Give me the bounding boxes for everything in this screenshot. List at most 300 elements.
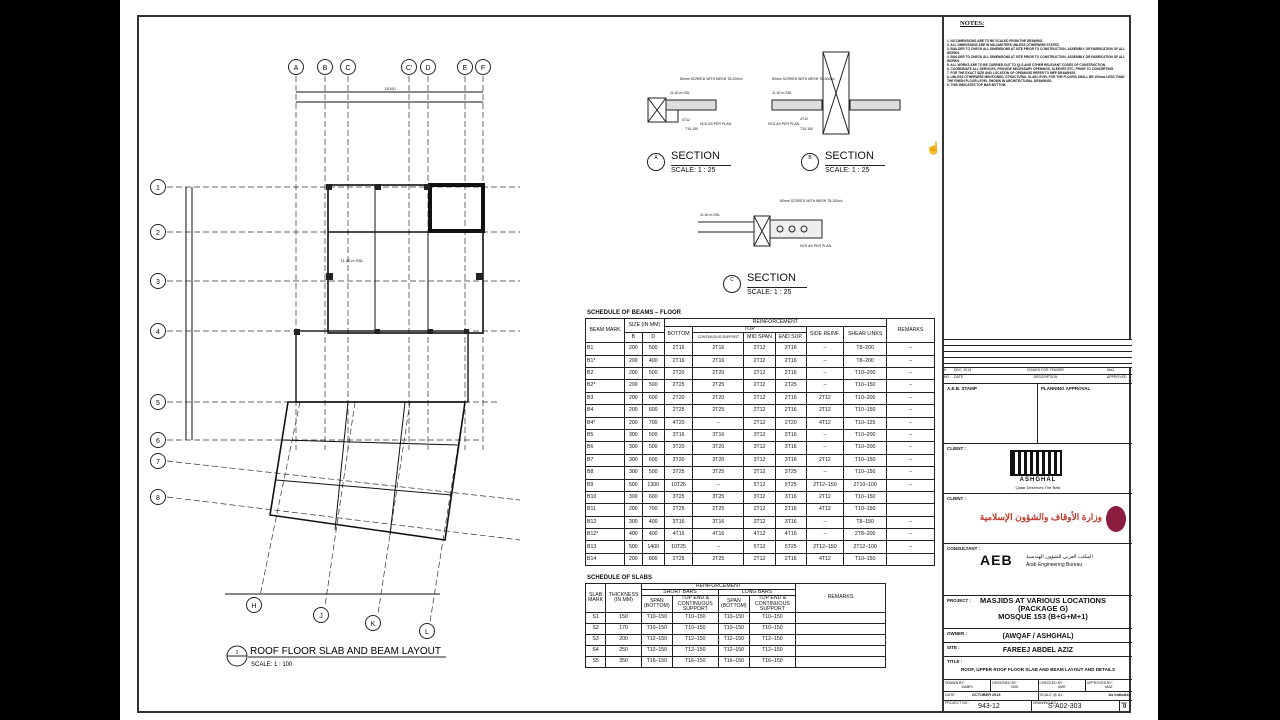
beam-cell: 2T16 — [775, 367, 806, 379]
note-item: 7. FOR THE EXACT SIZE AND LOCATION OF OPENINGS REFER TO MEP DRAWINGS. — [947, 71, 1077, 75]
beam-cell: T8–200 — [844, 343, 887, 355]
client-awqaf — [944, 494, 1132, 544]
beam-cell: 3T16 — [775, 516, 806, 528]
beam-cell: 500 — [642, 429, 664, 441]
beam-row — [586, 504, 935, 516]
note-item: 1. NO DIMENSIONS ARE TO BE SCALED FROM THE DRAWING. — [947, 39, 1044, 43]
col-reinforcement: REINFORCEMENT — [641, 584, 795, 590]
grid-bubble-H — [247, 598, 262, 613]
beam-cell: 2T16 — [693, 343, 744, 355]
beam-cell: – — [806, 442, 844, 454]
svg-text:4T12: 4T12 — [800, 117, 808, 121]
beam-cell: 2T20 — [693, 367, 744, 379]
revision-table — [944, 340, 1132, 384]
beam-cell: – — [887, 417, 935, 429]
beam-cell: 200 — [625, 367, 643, 379]
beam-cell: 2T25 — [693, 553, 744, 565]
beam-row — [586, 529, 935, 541]
beam-cell: 10T25 — [664, 541, 693, 553]
rev-description: ISSUED FOR TENDER — [1027, 368, 1064, 372]
slab-schedule-table — [585, 583, 886, 668]
project-no-label: PROJECT NO : — [945, 701, 970, 705]
beam-cell: 2T12 — [806, 405, 844, 417]
beam-cell: – — [693, 479, 744, 491]
beam-cell: 300 — [625, 516, 643, 528]
beam-cell: B10 — [586, 491, 625, 503]
beam-cell: – — [806, 467, 844, 479]
col-no: NO. — [944, 375, 951, 379]
beam-cell: B11 — [586, 504, 625, 516]
svg-text:80mm SCREED WITH MESH T8-200c/: 80mm SCREED WITH MESH T8-200c/c — [680, 77, 743, 81]
notes-title: NOTES: — [960, 20, 985, 27]
slab-row — [586, 624, 886, 635]
beam-cell: 2T12 — [744, 343, 776, 355]
scale-label: SCALE @ A1 : — [1039, 693, 1065, 697]
beam-cell: 3T20 — [664, 442, 693, 454]
aeb-stamp-label: A.E.B. STAMP — [947, 386, 977, 391]
beam-cell: – — [806, 380, 844, 392]
section-b-bubble: B — [801, 153, 819, 171]
grid-bubble-7 — [151, 454, 166, 469]
beam-cell: 700 — [642, 504, 664, 516]
beam-cell: 500 — [642, 380, 664, 392]
beam-cell: 2T16 — [693, 355, 744, 367]
beam-cell — [887, 504, 935, 516]
col-d: D — [642, 333, 664, 343]
rev-approved: MAZ — [1107, 368, 1115, 372]
beam-cell: 3T16 — [664, 429, 693, 441]
beam-cell: 2T12–100 — [844, 541, 887, 553]
beam-cell: 5T25 — [775, 479, 806, 491]
beam-cell: – — [887, 454, 935, 466]
beam-cell: 2T20 — [693, 392, 744, 404]
beam-cell: – — [887, 467, 935, 479]
note-item: 6. COORDINATE ALL SERVICES, PROVIDE NECESSARY OPENINGS, SLEEVES ETC. PRIOR TO CONCRETING. — [947, 67, 1115, 71]
beam-cell: T10–200 — [844, 429, 887, 441]
project-name: MASJIDS AT VARIOUS LOCATIONS (PACKAGE G) MOSQUE 153 (B+G+M+1) — [980, 596, 1106, 621]
beam-cell: T10–200 — [844, 392, 887, 404]
beam-cell: 2T20 — [775, 417, 806, 429]
grid-bubble-5 — [151, 395, 166, 410]
grid-bubble-2 — [151, 225, 166, 240]
beam-cell: 2T25 — [775, 380, 806, 392]
beam-cell: 4T12 — [744, 529, 776, 541]
section-b-title: SECTION — [825, 150, 874, 162]
svg-text:J: J — [319, 613, 323, 620]
slab-cell: S4 — [586, 646, 606, 657]
beam-cell: – — [887, 541, 935, 553]
beam-cell: 2T25 — [693, 405, 744, 417]
slab-remarks-cell — [796, 635, 886, 646]
beam-cell: 3T12 — [744, 491, 776, 503]
beam-cell: 2T16 — [664, 355, 693, 367]
slab-cell: T12–150 — [749, 635, 795, 646]
slab-cell: S3 — [586, 635, 606, 646]
beam-cell: 200 — [625, 405, 643, 417]
beam-cell: T10–150 — [844, 405, 887, 417]
beam-schedule-table — [585, 318, 935, 566]
beam-cell: B4 — [586, 405, 625, 417]
beam-cell: 2T12 — [744, 367, 776, 379]
beam-cell: 200 — [625, 343, 643, 355]
notes-list — [947, 39, 1127, 87]
beam-row — [586, 392, 935, 404]
beam-cell: 400 — [642, 355, 664, 367]
beam-cell: 3T16 — [693, 429, 744, 441]
beam-cell: 500 — [625, 541, 643, 553]
svg-text:1: 1 — [156, 185, 160, 192]
slab-cell: T10–150 — [672, 613, 718, 624]
grid-bubble-D — [421, 60, 436, 75]
beam-cell: – — [887, 516, 935, 528]
grid-bubble-1 — [151, 180, 166, 195]
svg-text:11.40 m SSL: 11.40 m SSL — [670, 91, 690, 95]
col-short-top-end: TOP END & CONTINUOUS SUPPORT — [672, 596, 718, 613]
beam-cell: 2T12 — [744, 417, 776, 429]
aeb-english-name: Arab Engineering Bureau — [1026, 562, 1083, 568]
beam-cell: T10–125 — [844, 417, 887, 429]
col-short-span: SPAN (BOTTOM) — [641, 596, 672, 613]
site-panel — [944, 643, 1132, 657]
slab-cell: S2 — [586, 624, 606, 635]
svg-text:11.40 m SSL: 11.40 m SSL — [772, 91, 792, 95]
svg-text:B: B — [322, 65, 328, 72]
project-label: PROJECT : — [947, 598, 972, 603]
svg-text:3: 3 — [156, 279, 160, 286]
beam-cell: 600 — [642, 405, 664, 417]
beam-row — [586, 429, 935, 441]
col-thickness: THICKNESS (IN MM) — [606, 584, 642, 613]
beam-cell: T10–150 — [844, 454, 887, 466]
beam-cell: 2T12 — [744, 553, 776, 565]
drawing-no: S-A02-303 — [1048, 703, 1082, 710]
note-item: 3. BUILDER TO CHECK ALL DIMENSIONS AT SITE PRIOR TO CONSTRUCTION, ASSEMBLY OR FABRICATION OF ALL WORKS. — [947, 47, 1126, 55]
beam-cell: 2T16 — [775, 504, 806, 516]
slab-cell: T16–150 — [749, 657, 795, 668]
section-a-title: SECTION — [671, 150, 720, 162]
ashghal-tagline: Qatar Deserves The Best — [1015, 485, 1061, 490]
beam-cell: 3T16 — [664, 516, 693, 528]
slab-cell: S5 — [586, 657, 606, 668]
col-long-span: SPAN (BOTTOM) — [718, 596, 749, 613]
beam-cell: 2T12 — [744, 355, 776, 367]
svg-text:HCS AS PER PLAN: HCS AS PER PLAN — [768, 122, 800, 126]
grid-bubble-F — [476, 60, 491, 75]
beam-cell: 3T25 — [775, 467, 806, 479]
beam-cell: T8–200 — [844, 355, 887, 367]
beam-cell: B4* — [586, 417, 625, 429]
beam-cell: 2T12 — [744, 504, 776, 516]
rev-label: REV — [1121, 701, 1128, 705]
beam-cell: 2T25 — [664, 504, 693, 516]
beam-cell: B14 — [586, 553, 625, 565]
beam-cell: – — [806, 529, 844, 541]
beam-row — [586, 553, 935, 565]
beam-cell: 300 — [625, 467, 643, 479]
owner-panel — [944, 629, 1132, 643]
beam-cell: 4T12 — [806, 417, 844, 429]
owner-label: OWNER : — [947, 631, 967, 636]
plan-scale: SCALE: 1 : 100 — [251, 662, 293, 668]
beam-row — [586, 367, 935, 379]
grid-bubble-J — [314, 608, 329, 623]
beam-cell: 2T12 — [744, 392, 776, 404]
plan-title: ROOF FLOOR SLAB AND BEAM LAYOUT — [250, 646, 441, 657]
designed-by-label: DESIGNED BY: — [992, 681, 1017, 685]
slab-cell: T12–150 — [672, 635, 718, 646]
beam-cell: – — [693, 417, 744, 429]
beam-cell: 3T16 — [775, 454, 806, 466]
col-side-reinf: SIDE REINF. — [806, 327, 844, 343]
beam-cell: 2T12 — [806, 454, 844, 466]
beam-cell: 3T16 — [775, 429, 806, 441]
slab-row — [586, 613, 886, 624]
col-slab-mark: SLAB MARK — [586, 584, 606, 613]
slab-cell: T10–150 — [718, 613, 749, 624]
beam-cell: 2T16 — [775, 392, 806, 404]
svg-text:H: H — [251, 603, 257, 610]
beam-cell: 2T12 — [806, 491, 844, 503]
beam-cell: 3T12 — [744, 454, 776, 466]
client-ashghal — [944, 444, 1132, 494]
beam-cell: B12* — [586, 529, 625, 541]
beam-cell: 700 — [642, 417, 664, 429]
beam-cell: 4T16 — [775, 529, 806, 541]
col-reinforcement: REINFORCEMENT — [664, 319, 886, 327]
beam-cell: 1400 — [642, 541, 664, 553]
beam-cell: 2T25 — [664, 553, 693, 565]
beam-cell: T10–150 — [844, 467, 887, 479]
grid-bubble-C — [341, 60, 356, 75]
beam-cell: 500 — [642, 367, 664, 379]
grid-bubble-B — [318, 60, 333, 75]
beam-cell: 2T16 — [775, 355, 806, 367]
col-size: SIZE (IN MM) — [625, 319, 665, 333]
section-b-scale: SCALE: 1 : 25 — [825, 165, 885, 174]
section-c-title: SECTION — [747, 272, 796, 284]
grid-bubble-A — [289, 60, 304, 75]
slab-remarks-cell — [796, 646, 886, 657]
section-c-bubble: C — [723, 275, 741, 293]
beam-cell: 3T12 — [744, 429, 776, 441]
slab-cell: T10–150 — [672, 624, 718, 635]
beam-schedule-title: SCHEDULE OF BEAMS – FLOOR — [587, 310, 682, 316]
col-approved: APPROVED — [1107, 375, 1127, 379]
svg-text:80mm SCREED WITH MESH T8-200c/: 80mm SCREED WITH MESH T8-200c/c — [780, 199, 843, 203]
slab-cell: T16–150 — [641, 657, 672, 668]
svg-text:HCS AS PER PLAN: HCS AS PER PLAN — [700, 122, 732, 126]
beam-cell: 500 — [642, 343, 664, 355]
planning-approval-label: PLANNING APPROVAL — [1041, 386, 1091, 391]
ashghal-name: ASHGHAL — [1019, 477, 1057, 483]
svg-text:5: 5 — [156, 400, 160, 407]
slab-cell: T10–150 — [641, 624, 672, 635]
title-label: TITLE : — [947, 659, 963, 664]
note-item: 2. ALL DIMENSIONS ARE IN MILLIMETERS UNLESS OTHERWISE STATED. — [947, 43, 1060, 47]
beam-cell: 3T12 — [744, 442, 776, 454]
project-no: 943-12 — [978, 703, 1000, 710]
approved-by: MAZ — [1105, 685, 1113, 689]
beam-row — [586, 479, 935, 491]
checked-by-label: CHECKED BY: — [1039, 681, 1064, 685]
slab-cell: 350 — [606, 657, 642, 668]
beam-cell: 4T12 — [806, 504, 844, 516]
col-top: TOP — [693, 327, 806, 333]
project-panel — [944, 596, 1132, 629]
beam-cell: – — [806, 343, 844, 355]
col-long-top-end: TOP END & CONTINUOUS SUPPORT — [749, 596, 795, 613]
beam-cell: 2T12–150 — [806, 479, 844, 491]
grid-bubble-K — [366, 616, 381, 631]
beam-cell: 5T12 — [744, 541, 776, 553]
signoff-row — [944, 680, 1132, 692]
slab-cell: T10–150 — [641, 613, 672, 624]
beam-cell: 500 — [625, 479, 643, 491]
beam-cell: T10–200 — [844, 442, 887, 454]
col-remarks: REMARKS — [887, 319, 935, 343]
beam-cell: 200 — [625, 392, 643, 404]
beam-cell: – — [806, 367, 844, 379]
overall-dimension: 15100 — [384, 86, 396, 91]
svg-text:2: 2 — [156, 230, 160, 237]
col-beam-mark: BEAM MARK — [586, 319, 625, 343]
beam-cell: 2T16 — [775, 553, 806, 565]
slab-remarks-cell — [796, 624, 886, 635]
beam-cell: 300 — [625, 491, 643, 503]
beam-cell: 600 — [642, 491, 664, 503]
svg-text:T10-150: T10-150 — [800, 127, 814, 131]
drawn-by: MABRI — [961, 685, 973, 689]
svg-text:F: F — [480, 65, 486, 72]
col-end-support: END SUP. — [775, 333, 806, 343]
col-shear-links: SHEAR LINKS — [844, 327, 887, 343]
svg-text:4: 4 — [156, 329, 160, 336]
beam-cell: 3T20 — [693, 454, 744, 466]
beam-cell: 4T12 — [806, 553, 844, 565]
notes-panel — [944, 17, 1132, 340]
beam-cell: 200 — [625, 355, 643, 367]
beam-cell: 400 — [642, 516, 664, 528]
beam-cell: 2T16 — [664, 343, 693, 355]
beam-cell: 3T25 — [664, 491, 693, 503]
beam-cell: 2T10–100 — [844, 479, 887, 491]
beam-cell: 2T20 — [664, 367, 693, 379]
beam-cell: T10–150 — [844, 504, 887, 516]
col-date: DATE — [954, 375, 964, 379]
beam-cell: B5 — [586, 429, 625, 441]
beam-cell: T10–150 — [844, 380, 887, 392]
beam-cell: 2T16 — [775, 343, 806, 355]
scale-value: As indicated — [1108, 693, 1131, 697]
beam-cell: 5T25 — [775, 541, 806, 553]
beam-cell: 500 — [642, 467, 664, 479]
beam-cell: 200 — [625, 380, 643, 392]
beam-row — [586, 491, 935, 503]
beam-row — [586, 405, 935, 417]
beam-cell: 200 — [625, 504, 643, 516]
beam-cell: – — [887, 479, 935, 491]
beam-cell: 2T8–200 — [844, 529, 887, 541]
beam-cell — [887, 491, 935, 503]
beam-cell: – — [693, 541, 744, 553]
svg-text:11.40 m SSL: 11.40 m SSL — [700, 213, 720, 217]
beam-cell: B1 — [586, 343, 625, 355]
col-b: B — [625, 333, 643, 343]
beam-cell: – — [887, 529, 935, 541]
section-a-bubble: A — [647, 153, 665, 171]
beam-cell: 4T16 — [664, 529, 693, 541]
beam-cell: – — [887, 405, 935, 417]
drawing-title: ROOF, UPPER ROOF FLOOR SLAB AND BEAM LAYOUT AND DETAILS — [960, 667, 1116, 672]
beam-cell: 2T25 — [664, 405, 693, 417]
slab-cell: T16–150 — [672, 657, 718, 668]
svg-text:4T12: 4T12 — [682, 118, 690, 122]
beam-cell: 600 — [642, 454, 664, 466]
svg-text:C: C — [345, 65, 351, 72]
owner-value: (AWQAF / ASHGHAL) — [1002, 633, 1074, 640]
svg-text:1: 1 — [235, 650, 239, 656]
beam-cell: 3T25 — [664, 467, 693, 479]
beam-cell — [887, 553, 935, 565]
section-c-scale: SCALE: 1 : 25 — [747, 287, 807, 296]
beam-cell: 200 — [625, 417, 643, 429]
beam-cell: 4T20 — [664, 417, 693, 429]
beam-cell: 400 — [625, 529, 643, 541]
note-item: 4. BUILDER TO CHECK ALL DIMENSIONS AT SITE PRIOR TO CONSTRUCTION, ASSEMBLY OR FABRICATION OF ALL WORKS. — [947, 55, 1126, 63]
slab-remarks-cell — [796, 657, 886, 668]
beam-cell: 300 — [625, 454, 643, 466]
beam-row — [586, 442, 935, 454]
slab-schedule-title: SCHEDULE OF SLABS — [587, 575, 653, 581]
slab-cell: 250 — [606, 646, 642, 657]
beam-cell: B1* — [586, 355, 625, 367]
beam-cell: – — [887, 442, 935, 454]
title-panel — [944, 657, 1132, 680]
slab-cell: T10–150 — [718, 624, 749, 635]
col-long-bars: LONG BARS — [718, 590, 795, 596]
beam-cell: 3T16 — [693, 516, 744, 528]
beam-cell: 2T12–150 — [806, 541, 844, 553]
slab-cell: T12–150 — [641, 635, 672, 646]
beam-cell: 2T16 — [775, 405, 806, 417]
col-continuous-support: CONTINUOUS SUPPORT — [693, 333, 744, 343]
svg-text:E: E — [462, 65, 468, 72]
slab-cell: T12–150 — [749, 646, 795, 657]
slab-cell: 170 — [606, 624, 642, 635]
grid-bubble-E — [458, 60, 473, 75]
grid-bubble-8 — [151, 490, 166, 505]
beam-row — [586, 467, 935, 479]
awqaf-emblem — [1106, 506, 1126, 532]
ashghal-logo — [1010, 450, 1062, 476]
consultant-panel — [944, 544, 1132, 596]
beam-cell: B2* — [586, 380, 625, 392]
beam-cell: – — [887, 355, 935, 367]
slab-cell: T10–150 — [749, 624, 795, 635]
beam-cell: 2T12 — [806, 392, 844, 404]
svg-text:T10-150: T10-150 — [685, 127, 699, 131]
beam-row — [586, 541, 935, 553]
beam-cell: 3T25 — [693, 467, 744, 479]
beam-cell: B13 — [586, 541, 625, 553]
beam-cell: 800 — [642, 553, 664, 565]
beam-cell: B2 — [586, 367, 625, 379]
slab-cell: T12–150 — [672, 646, 718, 657]
col-remarks: REMARKS — [796, 584, 886, 613]
checked-by: AMR — [1057, 685, 1066, 689]
svg-text:HCS AS PER PLAN: HCS AS PER PLAN — [800, 244, 832, 248]
svg-text:A: A — [293, 65, 299, 72]
